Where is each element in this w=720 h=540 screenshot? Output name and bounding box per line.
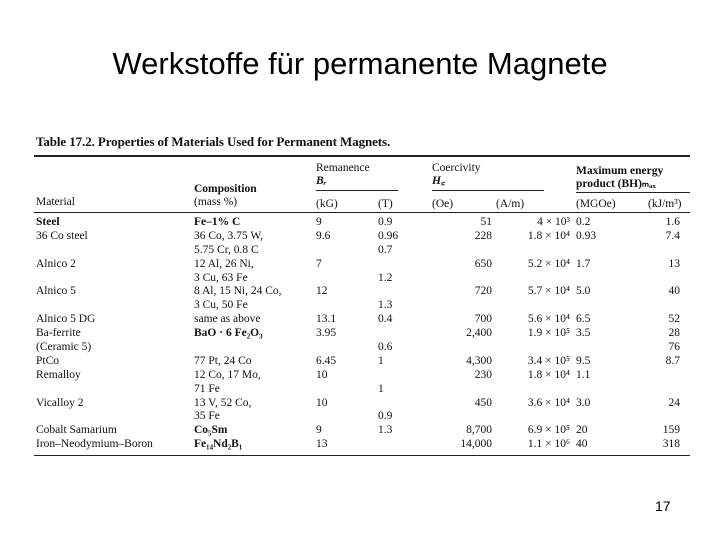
cell-material: Alnico 5 [36,285,76,298]
cell-composition: Fe–1% C [194,216,241,228]
cell-remanence-t: 0.9 [378,216,393,228]
cell-energy-mgoe: 9.5 [576,354,591,367]
cell-coercivity-am: 1.1 × 10⁶ [527,438,570,451]
cell-remanence-t: 0.6 [378,341,393,354]
cell-energy-kjm3: 7.4 [665,229,680,242]
cell-composition: Fe₁₄Nd₂B₁ [194,438,243,451]
cell-energy-kjm3: 76 [668,341,680,354]
cell-composition: 3 Cu, 63 Fe [194,271,248,284]
table-row [30,244,692,258]
table-row [30,230,692,244]
cell-material: Steel [36,216,60,228]
table-row [30,258,692,272]
cell-coercivity-am: 1.8 × 10⁴ [527,368,570,381]
cell-energy-mgoe: 40 [576,438,588,451]
cell-composition: 13 V, 52 Co, [194,396,252,409]
cell-remanence-kg: 3.95 [316,327,337,340]
cell-coercivity-oe: 51 [480,216,492,228]
cell-energy-mgoe: 0.93 [576,229,597,242]
table-row [30,410,692,424]
cell-coercivity-am: 6.9 × 10⁵ [527,424,570,437]
cell-remanence-t: 1.3 [378,299,393,312]
cell-material: (Ceramic 5) [36,341,92,354]
cell-coercivity-oe: 650 [474,257,492,270]
cell-material: Ba-ferrite [36,327,81,340]
cell-remanence-kg: 9.6 [316,229,331,242]
header-oe: (Oe) [432,198,454,210]
cell-coercivity-am: 3.6 × 10⁴ [527,396,570,409]
table-row [30,272,692,286]
cell-remanence-kg: 7 [316,257,322,270]
cell-composition: BaO · 6 Fe₂O₃ [194,327,263,340]
cell-composition: 36 Co, 3.75 W, [194,229,264,242]
cell-coercivity-oe: 14,000 [460,438,492,451]
cell-material: Alnico 5 DG [36,313,96,326]
bottom-rule [34,455,690,456]
cell-coercivity-am: 5.7 × 10⁴ [527,285,570,298]
cell-energy-kjm3: 24 [668,396,680,409]
cell-material: Cobalt Samarium [36,424,117,437]
cell-coercivity-am: 3.4 × 10⁵ [527,354,570,367]
top-rule [34,155,690,157]
cell-composition: 5.75 Cr, 0.8 C [194,243,259,256]
cell-energy-mgoe: 6.5 [576,313,591,326]
cell-energy-mgoe: 3.5 [576,327,591,340]
table-row [30,299,692,313]
table-row [30,355,692,369]
cell-energy-kjm3: 318 [662,438,680,451]
cell-composition: 71 Fe [194,382,220,395]
cell-coercivity-oe: 228 [474,229,492,242]
cell-coercivity-am: 5.2 × 10⁴ [527,257,570,270]
cell-material: Remalloy [36,368,81,381]
cell-material: 36 Co steel [36,229,88,242]
cell-composition: 12 Co, 17 Mo, [194,368,261,381]
table-row [30,313,692,327]
header-composition: Composition [194,183,257,195]
cell-remanence-t: 0.9 [378,410,393,423]
properties-table [30,128,692,468]
table-row [30,216,692,230]
cell-coercivity-oe: 720 [474,285,492,298]
cell-energy-kjm3: 1.6 [665,216,680,228]
table-row [30,369,692,383]
cell-remanence-kg: 10 [316,368,328,381]
cell-energy-mgoe: 0.2 [576,216,591,228]
slide-title: Werkstoffe für permanente Magnete [112,46,608,81]
cell-coercivity-oe: 700 [474,313,492,326]
cell-composition: 77 Pt, 24 Co [194,354,252,367]
cell-coercivity-am: 5.6 × 10⁴ [527,313,570,326]
header-rule [34,212,690,213]
cell-remanence-t: 0.4 [378,313,393,326]
cell-remanence-kg: 12 [316,285,328,298]
cell-remanence-t: 1.3 [378,424,393,437]
cell-composition: 3 Cu, 50 Fe [194,299,248,312]
cell-energy-mgoe: 20 [576,424,588,437]
cell-remanence-t: 0.7 [378,243,393,256]
cell-coercivity-am: 1.9 × 10⁵ [527,327,570,340]
cell-coercivity-oe: 4,300 [466,354,492,367]
cell-energy-kjm3: 8.7 [665,354,680,367]
cell-energy-mgoe: 5.0 [576,285,591,298]
header-energy-2: product (BH)ₘₐₓ [576,178,656,190]
cell-remanence-kg: 13.1 [316,313,337,326]
header-mgoe: (MGOe) [576,198,616,210]
header-kjm3: (kJ/m³) [648,198,682,210]
cell-remanence-kg: 9 [316,424,322,437]
cell-coercivity-am: 4 × 10³ [537,216,570,228]
cell-remanence-kg: 9 [316,216,322,228]
cell-energy-kjm3: 159 [662,424,680,437]
cell-remanence-kg: 13 [316,438,328,451]
table-row [30,438,692,452]
cell-material: Vicalloy 2 [36,396,84,409]
cell-coercivity-oe: 8,700 [466,424,492,437]
cell-material: PtCo [36,354,60,367]
header-coercivity: Coercivity [432,162,481,174]
cell-remanence-t: 1 [378,354,384,367]
header-energy: Maximum energy [576,165,664,177]
cell-composition: 12 Al, 26 Ni, [194,257,254,270]
cell-composition: Co₅Sm [194,424,228,437]
cell-coercivity-oe: 450 [474,396,492,409]
cell-energy-kjm3: 28 [668,327,680,340]
header-remanence-symbol: Bᵣ [316,175,327,187]
header-material: Material [36,196,75,208]
cell-energy-kjm3: 13 [668,257,680,270]
cell-composition: 8 Al, 15 Ni, 24 Co, [194,285,282,298]
cell-energy-mgoe: 1.1 [576,368,591,381]
cell-remanence-kg: 6.45 [316,354,337,367]
cell-remanence-t: 1 [378,382,384,395]
page-number: 17 [655,498,671,514]
header-t: (T) [378,198,393,210]
header-am: (A/m) [496,198,525,210]
table-row [30,383,692,397]
header-coercivity-symbol: H꜀ [432,175,445,187]
cell-energy-mgoe: 1.7 [576,257,591,270]
table-caption: Table 17.2. Properties of Materials Used for Permanent Magnets. [36,134,391,149]
cell-remanence-t: 0.96 [378,229,399,242]
header-kg: (kG) [316,198,338,210]
cell-material: Iron–Neodymium–Boron [36,438,153,451]
cell-energy-mgoe: 3.0 [576,396,591,409]
table-row [30,341,692,355]
header-composition-unit: (mass %) [194,196,238,208]
table-body [30,216,692,452]
cell-coercivity-oe: 2,400 [466,327,492,340]
coercivity-rule [432,190,544,191]
cell-coercivity-am: 1.8 × 10⁴ [527,229,570,242]
cell-energy-kjm3: 52 [668,313,680,326]
energy-rule [576,192,690,193]
cell-composition: same as above [194,313,261,326]
cell-energy-kjm3: 40 [668,285,680,298]
cell-composition: 35 Fe [194,410,220,423]
cell-coercivity-oe: 230 [474,368,492,381]
table-row [30,424,692,438]
cell-material: Alnico 2 [36,257,76,270]
header-remanence: Remanence [316,162,370,174]
table-row [30,285,692,299]
table-row [30,327,692,341]
table-row [30,397,692,411]
remanence-rule [316,190,398,191]
cell-remanence-t: 1.2 [378,271,393,284]
cell-remanence-kg: 10 [316,396,328,409]
